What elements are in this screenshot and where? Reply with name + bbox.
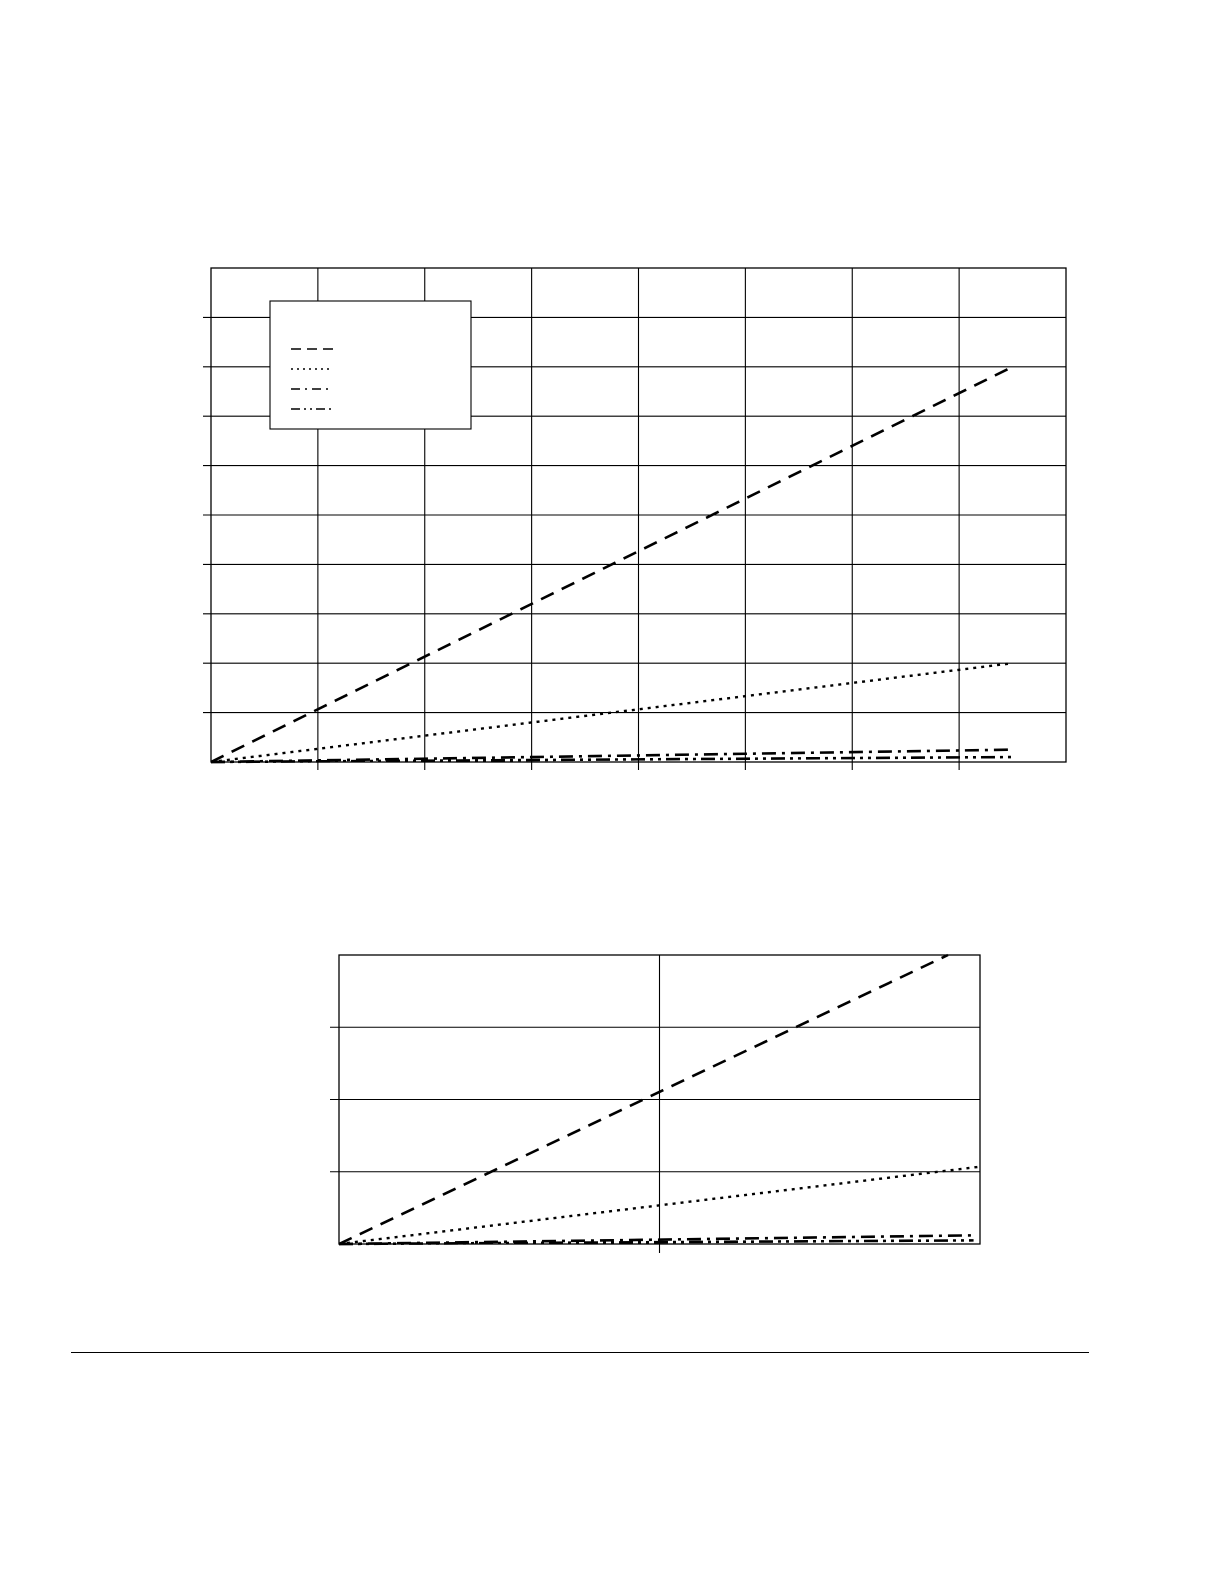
footer-rule <box>71 1352 1089 1353</box>
grid <box>330 955 980 1253</box>
